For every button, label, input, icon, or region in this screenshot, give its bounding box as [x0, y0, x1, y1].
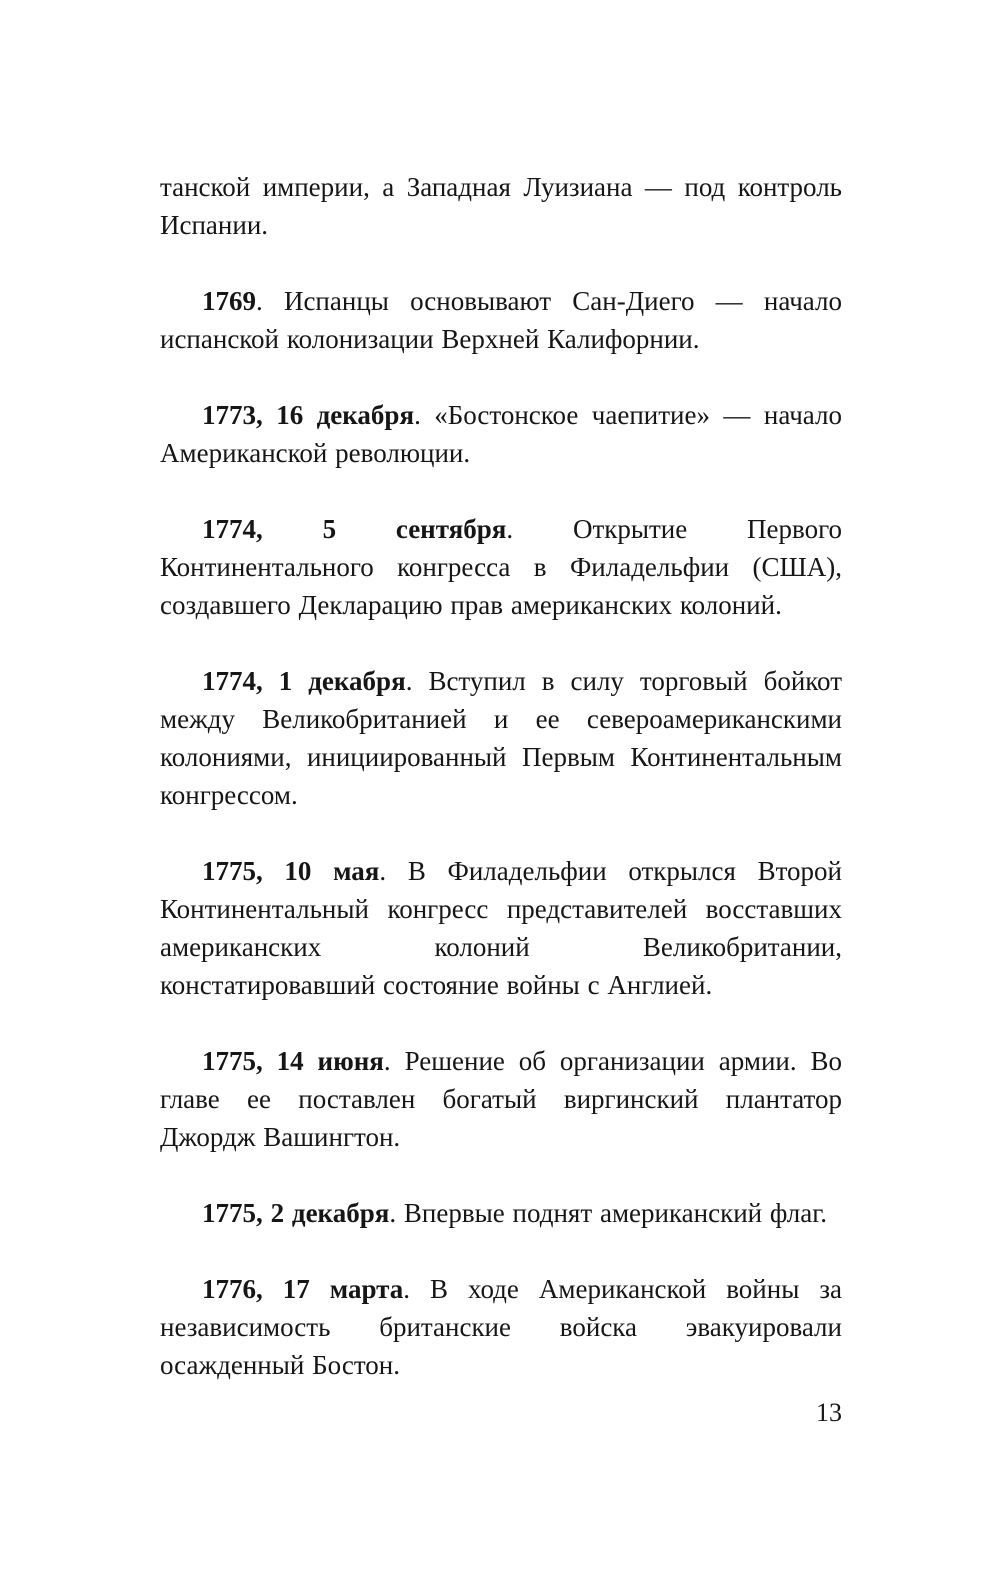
- event-text: . Испанцы основывают Сан-Диего — начало испанской колонизации Верхней Калифорнии.: [160, 286, 842, 354]
- event-date: 1775, 14 июня: [202, 1046, 384, 1076]
- event-date: 1773, 16 декабря: [202, 400, 415, 430]
- paragraph-continuation: [160, 168, 842, 244]
- book-page-text-block: [160, 168, 842, 1422]
- event-paragraph: [160, 1270, 842, 1384]
- event-date: 1776, 17 марта: [202, 1274, 404, 1304]
- event-text: . Открытие Первого Континентального конгресса в Филадельфии (США), создавшего Декларацию прав американских колоний.: [160, 514, 842, 620]
- event-paragraph: [160, 510, 842, 624]
- event-text: . «Бостонское чаепитие» — начало Американской революции.: [160, 400, 842, 468]
- event-text: . Впервые поднят американский флаг.: [389, 1198, 827, 1228]
- page-number: 13: [816, 1398, 842, 1427]
- event-date: 1769: [202, 286, 256, 316]
- event-date: 1774, 1 декабря: [202, 666, 406, 696]
- event-paragraph: [160, 1194, 842, 1232]
- event-date: 1775, 10 мая: [202, 856, 380, 886]
- event-paragraph: [160, 1042, 842, 1156]
- event-text: . Вступил в силу торговый бойкот между Великобританией и ее североамериканскими колониями, инициированный Первым Континентальным конгрессом.: [160, 666, 842, 810]
- event-date: 1775, 2 декабря: [202, 1198, 390, 1228]
- event-text: . Решение об организации армии. Во главе ее поставлен богатый виргинский плантатор Джордж Вашингтон.: [160, 1046, 843, 1152]
- event-paragraph: [160, 662, 842, 814]
- event-paragraph: [160, 282, 842, 358]
- event-text: . В Филадельфии открылся Второй Континентальный конгресс представителей восставших американских колоний Великобритании, констатировавший состояние войны с Англией.: [160, 856, 842, 1000]
- event-date: 1774, 5 сентября: [202, 514, 507, 544]
- paragraph-text: танской империи, а Западная Луизиана — под контроль Испании.: [160, 172, 842, 240]
- event-paragraph: [160, 396, 842, 472]
- event-text: . В ходе Американской войны за независимость британские войска эвакуировали осажденный Бостон.: [160, 1274, 842, 1380]
- event-paragraph: [160, 852, 842, 1004]
